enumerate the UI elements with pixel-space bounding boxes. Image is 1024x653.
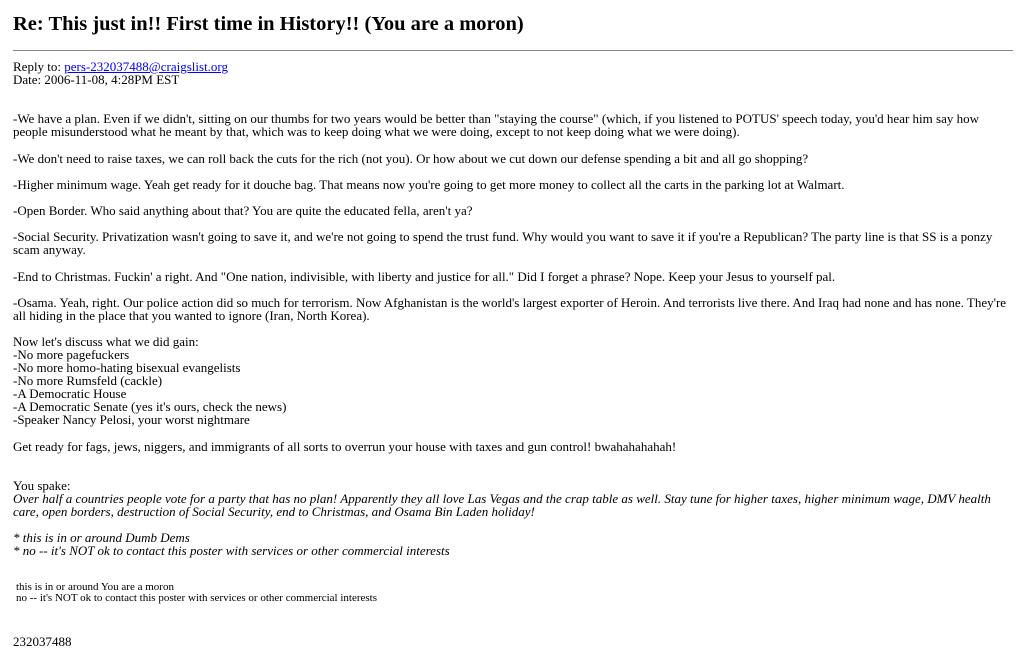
- post-id: 232037488: [13, 634, 72, 649]
- reply-to-email-link[interactable]: pers-232037488@craigslist.org: [64, 59, 229, 74]
- post-date: Date: 2006-11-08, 4:28PM EST: [13, 72, 180, 87]
- quote-label: You spake:: [13, 478, 71, 493]
- posting-footer-notes: [16, 582, 1014, 604]
- reply-to-label: Reply to:: [13, 59, 62, 74]
- quote-location-note: * this is in or around Dumb Dems: [13, 530, 190, 545]
- footer-contact-policy: no -- it's NOT ok to contact this poster with services or other commercial interests: [16, 592, 378, 604]
- gains-item: -A Democratic Senate (yes it's ours, check the news): [13, 399, 287, 414]
- body-paragraph-plan: -We have a plan. Even if we didn't, sitting on our thumbs for two years would be better than "staying the course" (which, if you listened to POTUS' speech today, you'd hear him say how people misunderstood what he meant by that, which was to keep doing what we were doing, except to not keep doing what we were doing).: [13, 111, 979, 139]
- quote-text: Over half a countries people vote for a party that has no plan! Apparently they all love Las Vegas and the crap table as well. Stay tune for higher taxes, higher minimum wage, DMV health care, open borders, destruction of Social Security, end to Christmas, and Osama Bin Laden holiday!: [13, 491, 991, 519]
- footer-location: this is in or around You are a moron: [16, 581, 174, 593]
- body-paragraph-osama: -Osama. Yeah, right. Our police action did so much for terrorism. Now Afghanistan is the world's largest exporter of Heroin. And terrorists live there. And Iraq had none and has none. They're all hiding in the place that you wanted to ignore (Iran, North Korea).: [13, 295, 1007, 323]
- title-divider: [13, 50, 1013, 51]
- post-meta: [13, 60, 228, 86]
- gains-item: -No more homo-hating bisexual evangelists: [13, 360, 241, 375]
- body-paragraph-taxes: -We don't need to raise taxes, we can roll back the cuts for the rich (not you). Or how about we cut down our defense spending a bit and all go shopping?: [13, 151, 809, 166]
- gains-item: -Speaker Nancy Pelosi, your worst nightmare: [13, 412, 250, 427]
- gains-item: -No more pagefuckers: [13, 347, 130, 362]
- body-paragraph-open-border: -Open Border. Who said anything about that? You are quite the educated fella, aren't ya?: [13, 203, 473, 218]
- gains-intro: Now let's discuss what we did gain:: [13, 334, 199, 349]
- post-title: Re: This just in!! First time in History!! (You are a moron): [13, 13, 524, 35]
- gains-block: [13, 335, 1011, 426]
- body-paragraph-christmas: -End to Christmas. Fuckin' a right. And "One nation, indivisible, with liberty and justice for all." Did I forget a phrase? Nope. Keep your Jesus to yourself pal.: [13, 269, 836, 284]
- body-paragraph-minimum-wage: -Higher minimum wage. Yeah get ready for it douche bag. That means now you're going to get more money to collect all the carts in the parking lot at Walmart.: [13, 177, 845, 192]
- body-paragraph-social-security: -Social Security. Privatization wasn't going to save it, and we're not going to spend the trust fund. Why would you want to save it if you're a Republican? The party line is that SS is a ponzy scam anyway.: [13, 229, 993, 257]
- gains-item: -A Democratic House: [13, 386, 127, 401]
- body-paragraph-closing: Get ready for fags, jews, niggers, and immigrants of all sorts to overrun your house with taxes and gun control! bwahahahahah!: [13, 439, 677, 454]
- gains-item: -No more Rumsfeld (cackle): [13, 373, 163, 388]
- quote-contact-note: * no -- it's NOT ok to contact this poster with services or other commercial interests: [13, 543, 450, 558]
- quoted-block: [13, 479, 1011, 557]
